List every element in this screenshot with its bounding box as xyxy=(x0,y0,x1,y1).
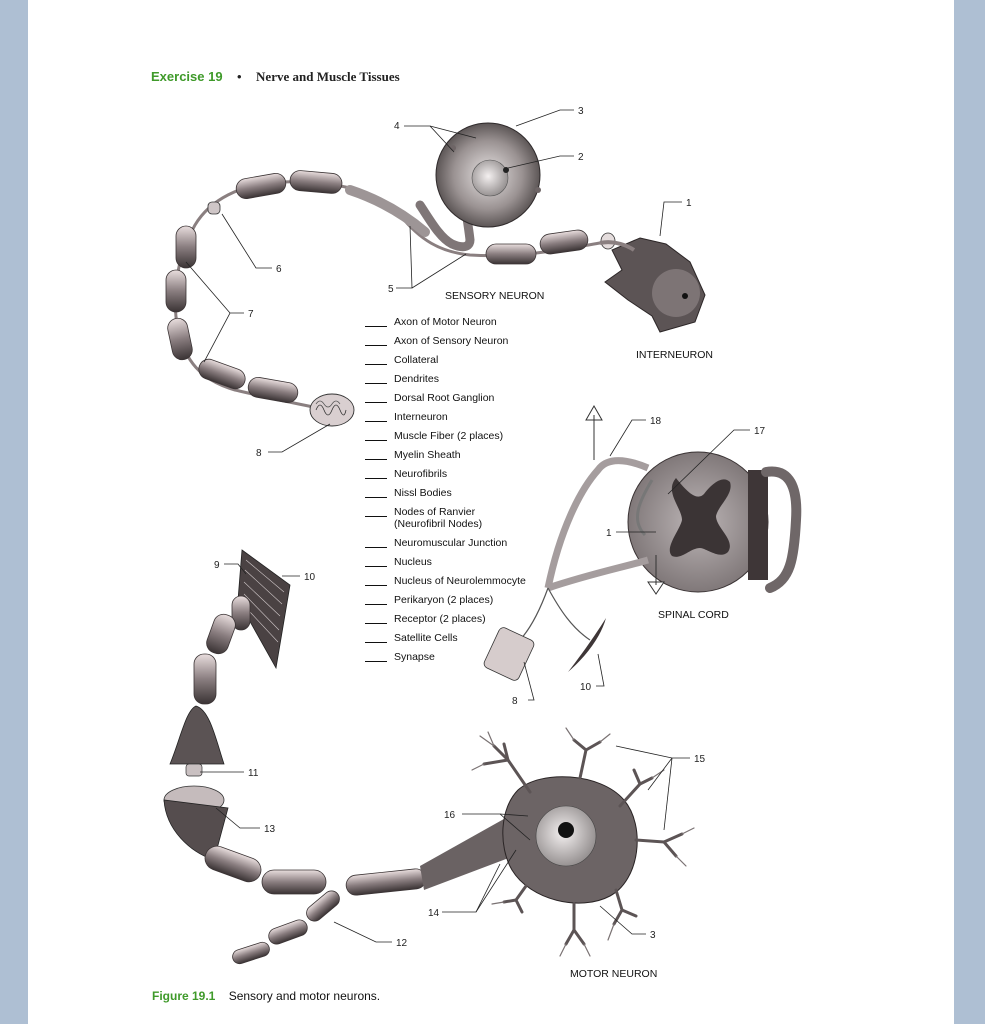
spinal-cord-caption: SPINAL CORD xyxy=(658,609,729,621)
term-label: Synapse xyxy=(394,651,435,663)
answer-blank[interactable] xyxy=(365,354,387,365)
term-label: Muscle Fiber (2 places) xyxy=(394,430,504,442)
answer-blank[interactable] xyxy=(365,468,387,479)
term-item xyxy=(365,354,565,366)
callout-11: 11 xyxy=(248,768,259,779)
term-item xyxy=(365,556,565,568)
term-label: Axon of Motor Neuron xyxy=(394,316,497,328)
figure-caption xyxy=(152,989,380,1003)
answer-blank[interactable] xyxy=(365,335,387,346)
figure-caption-text: Sensory and motor neurons. xyxy=(228,989,381,1003)
callout-1-spinal: 1 xyxy=(606,528,612,539)
term-label: Nissl Bodies xyxy=(394,487,452,499)
answer-blank[interactable] xyxy=(365,575,387,586)
sensory-nucleus xyxy=(472,160,508,196)
term-label: Neurofibrils xyxy=(394,468,448,480)
callout-16: 16 xyxy=(444,810,456,821)
term-item xyxy=(365,430,565,442)
callout-17: 17 xyxy=(754,426,766,437)
figure-number: Figure 19.1 xyxy=(152,989,216,1003)
answer-blank[interactable] xyxy=(365,411,387,422)
callout-10-spinal: 10 xyxy=(580,682,592,693)
answer-blank[interactable] xyxy=(365,392,387,403)
term-item xyxy=(365,487,565,499)
answer-blank[interactable] xyxy=(365,556,387,567)
term-list xyxy=(365,316,565,670)
term-label: Neuromuscular Junction xyxy=(394,537,508,549)
answer-blank[interactable] xyxy=(365,449,387,460)
callout-3: 3 xyxy=(578,106,584,117)
term-item xyxy=(365,632,565,644)
callout-12: 12 xyxy=(396,938,408,949)
callout-14: 14 xyxy=(428,908,440,919)
exercise-number: Exercise 19 xyxy=(151,69,223,84)
answer-blank[interactable] xyxy=(365,632,387,643)
term-label: Collateral xyxy=(394,354,439,366)
term-item xyxy=(365,613,565,625)
term-item xyxy=(365,651,565,663)
interneuron xyxy=(600,238,705,332)
callout-8: 8 xyxy=(256,448,262,459)
motor-neuron-caption: MOTOR NEURON xyxy=(570,968,658,980)
term-label: Axon of Sensory Neuron xyxy=(394,335,509,347)
callout-13: 13 xyxy=(264,824,276,835)
term-item xyxy=(365,468,565,480)
term-item xyxy=(365,335,565,347)
term-label: Dendrites xyxy=(394,373,439,385)
callout-18: 18 xyxy=(650,416,662,427)
term-item xyxy=(365,373,565,385)
term-item xyxy=(365,537,565,549)
term-label: Myelin Sheath xyxy=(394,449,461,461)
term-label: Nodes of Ranvier (Neurofibril Nodes) xyxy=(394,506,483,530)
answer-blank[interactable] xyxy=(365,651,387,662)
callout-6: 6 xyxy=(276,264,282,275)
interneuron-caption: INTERNEURON xyxy=(636,349,714,361)
term-label: Satellite Cells xyxy=(394,632,458,644)
answer-blank[interactable] xyxy=(365,537,387,548)
term-item xyxy=(365,411,565,423)
callout-5: 5 xyxy=(388,284,394,295)
term-item xyxy=(365,575,565,587)
term-item xyxy=(365,506,565,530)
answer-blank[interactable] xyxy=(365,506,387,517)
callout-7: 7 xyxy=(248,309,254,320)
term-label: Nucleus xyxy=(394,556,432,568)
callout-9: 9 xyxy=(214,560,220,571)
term-item xyxy=(365,449,565,461)
term-item xyxy=(365,316,565,328)
answer-blank[interactable] xyxy=(365,316,387,327)
answer-blank[interactable] xyxy=(365,594,387,605)
exercise-title: Nerve and Muscle Tissues xyxy=(256,69,400,84)
term-label: Nucleus of Neurolemmocyte xyxy=(394,575,526,587)
term-label: Perikaryon (2 places) xyxy=(394,594,494,606)
sensory-neuron-caption: SENSORY NEURON xyxy=(445,290,545,302)
callout-1: 1 xyxy=(686,198,692,209)
callout-2: 2 xyxy=(578,152,584,163)
callout-15: 15 xyxy=(694,754,706,765)
callout-4: 4 xyxy=(394,121,400,132)
term-label: Interneuron xyxy=(394,411,448,423)
header-bullet: • xyxy=(237,69,242,84)
term-item xyxy=(365,594,565,606)
callout-3-motor: 3 xyxy=(650,930,656,941)
answer-blank[interactable] xyxy=(365,487,387,498)
answer-blank[interactable] xyxy=(365,613,387,624)
callout-8-spinal: 8 xyxy=(512,696,518,707)
term-item xyxy=(365,392,565,404)
answer-blank[interactable] xyxy=(365,430,387,441)
answer-blank[interactable] xyxy=(365,373,387,384)
term-label: Receptor (2 places) xyxy=(394,613,486,625)
term-label: Dorsal Root Ganglion xyxy=(394,392,495,404)
callout-10: 10 xyxy=(304,572,316,583)
